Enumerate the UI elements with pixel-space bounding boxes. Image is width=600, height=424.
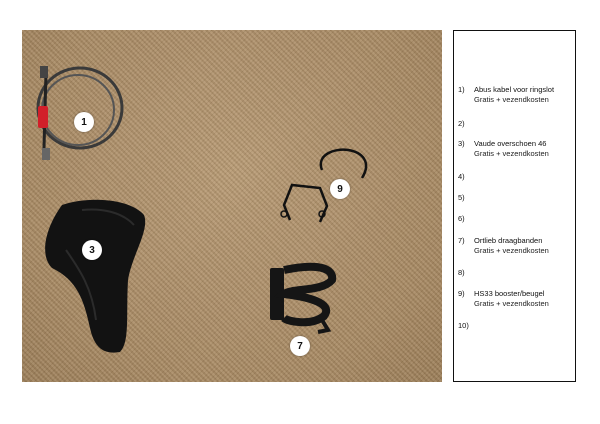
legend-item-price: Gratis + vezendkosten <box>474 95 549 104</box>
lock-red-sleeve <box>38 106 48 128</box>
photo-marker-9: 9 <box>330 179 350 199</box>
legend-item-number: 2) <box>458 119 465 128</box>
legend-item-title: HS33 booster/beugel <box>474 289 545 298</box>
photo-marker-3: 3 <box>82 240 102 260</box>
legend-item-title: Vaude overschoen 46 <box>474 139 547 148</box>
legend-item-number: 3) <box>458 139 465 148</box>
product-photo <box>22 30 442 382</box>
legend-item-price: Gratis + vezendkosten <box>474 299 549 308</box>
item-legend <box>453 30 576 382</box>
legend-item-number: 10) <box>458 321 469 330</box>
straps-item <box>270 267 332 332</box>
legend-item-number: 4) <box>458 172 465 181</box>
booster-bracket-item <box>281 150 366 222</box>
legend-item-number: 1) <box>458 85 465 94</box>
photo-marker-1: 1 <box>74 112 94 132</box>
legend-item-number: 8) <box>458 268 465 277</box>
legend-item-number: 6) <box>458 214 465 223</box>
legend-item-number: 7) <box>458 236 465 245</box>
legend-item-title: Abus kabel voor ringslot <box>474 85 555 94</box>
photo-objects <box>22 30 442 382</box>
legend-item-price: Gratis + vezendkosten <box>474 246 549 255</box>
legend-item-title: Ortlieb draagbanden <box>474 236 543 245</box>
overshoe-item <box>45 200 145 353</box>
legend-item-number: 9) <box>458 289 465 298</box>
legend-item-number: 5) <box>458 193 465 202</box>
legend-item-price: Gratis + vezendkosten <box>474 149 549 158</box>
photo-marker-7: 7 <box>290 336 310 356</box>
